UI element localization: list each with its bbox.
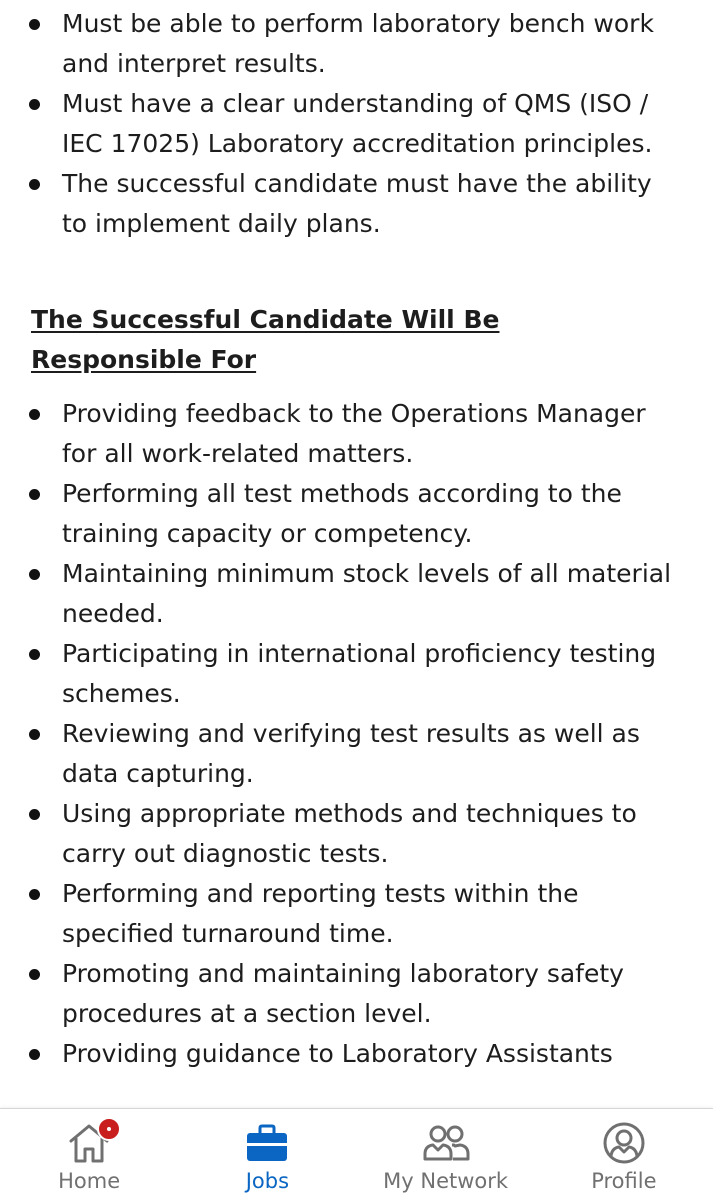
list-item-text: Providing feedback to the Operations Manager for all work-related matters. [62, 399, 646, 468]
bullet-icon [29, 1049, 40, 1060]
bullet-icon [29, 489, 40, 500]
list-item [0, 714, 673, 794]
list-item-text: Promoting and maintaining laboratory safety procedures at a section level. [62, 959, 624, 1028]
requirements-list [0, 0, 713, 244]
bottom-tab-bar [0, 1108, 713, 1201]
bullet-icon [29, 569, 40, 580]
list-item-text: Using appropriate methods and techniques to carry out diagnostic tests. [62, 799, 637, 868]
list-item-text: Must be able to perform laboratory bench work and interpret results. [62, 9, 654, 78]
list-item [0, 84, 673, 164]
list-item [0, 394, 673, 474]
bullet-icon [29, 99, 40, 110]
list-item [0, 1034, 673, 1074]
list-item [0, 874, 673, 954]
list-item-text: Providing guidance to Laboratory Assistants [62, 1039, 613, 1068]
bullet-icon [29, 809, 40, 820]
responsibilities-heading: The Successful Candidate Will Be Responsible For [31, 305, 500, 374]
profile-icon [600, 1121, 648, 1165]
bullet-icon [29, 969, 40, 980]
briefcase-icon [243, 1121, 291, 1165]
bullet-icon [29, 649, 40, 660]
tab-profile[interactable] [535, 1109, 713, 1201]
people-icon [422, 1121, 470, 1165]
bullet-icon [29, 729, 40, 740]
notification-badge [97, 1117, 121, 1141]
list-item-text: The successful candidate must have the ability to implement daily plans. [62, 169, 652, 238]
tab-label: Home [58, 1169, 121, 1193]
bullet-icon [29, 179, 40, 190]
tab-home[interactable] [0, 1109, 178, 1201]
list-item [0, 4, 673, 84]
home-icon [65, 1121, 113, 1165]
list-item-text: Performing all test methods according to the training capacity or competency. [62, 479, 622, 548]
list-item-text: Maintaining minimum stock levels of all material needed. [62, 559, 672, 628]
list-item-text: Must have a clear understanding of QMS (ISO / IEC 17025) Laboratory accreditation principles. [62, 89, 653, 158]
bullet-icon [29, 889, 40, 900]
list-item [0, 164, 673, 244]
list-item-text: Performing and reporting tests within the specified turnaround time. [62, 879, 579, 948]
bullet-icon [29, 19, 40, 30]
responsibilities-list [0, 394, 713, 1074]
tab-my-network[interactable] [357, 1109, 535, 1201]
list-item [0, 634, 673, 714]
list-item-text: Reviewing and verifying test results as well as data capturing. [62, 719, 640, 788]
bullet-icon [29, 409, 40, 420]
tab-label: Jobs [245, 1169, 290, 1193]
list-item [0, 474, 673, 554]
list-item [0, 554, 673, 634]
list-item-text: Participating in international proficiency testing schemes. [62, 639, 657, 708]
list-item [0, 954, 673, 1034]
tab-label: Profile [591, 1169, 657, 1193]
tab-jobs[interactable] [178, 1109, 356, 1201]
tab-label: My Network [383, 1169, 509, 1193]
list-item [0, 794, 673, 874]
